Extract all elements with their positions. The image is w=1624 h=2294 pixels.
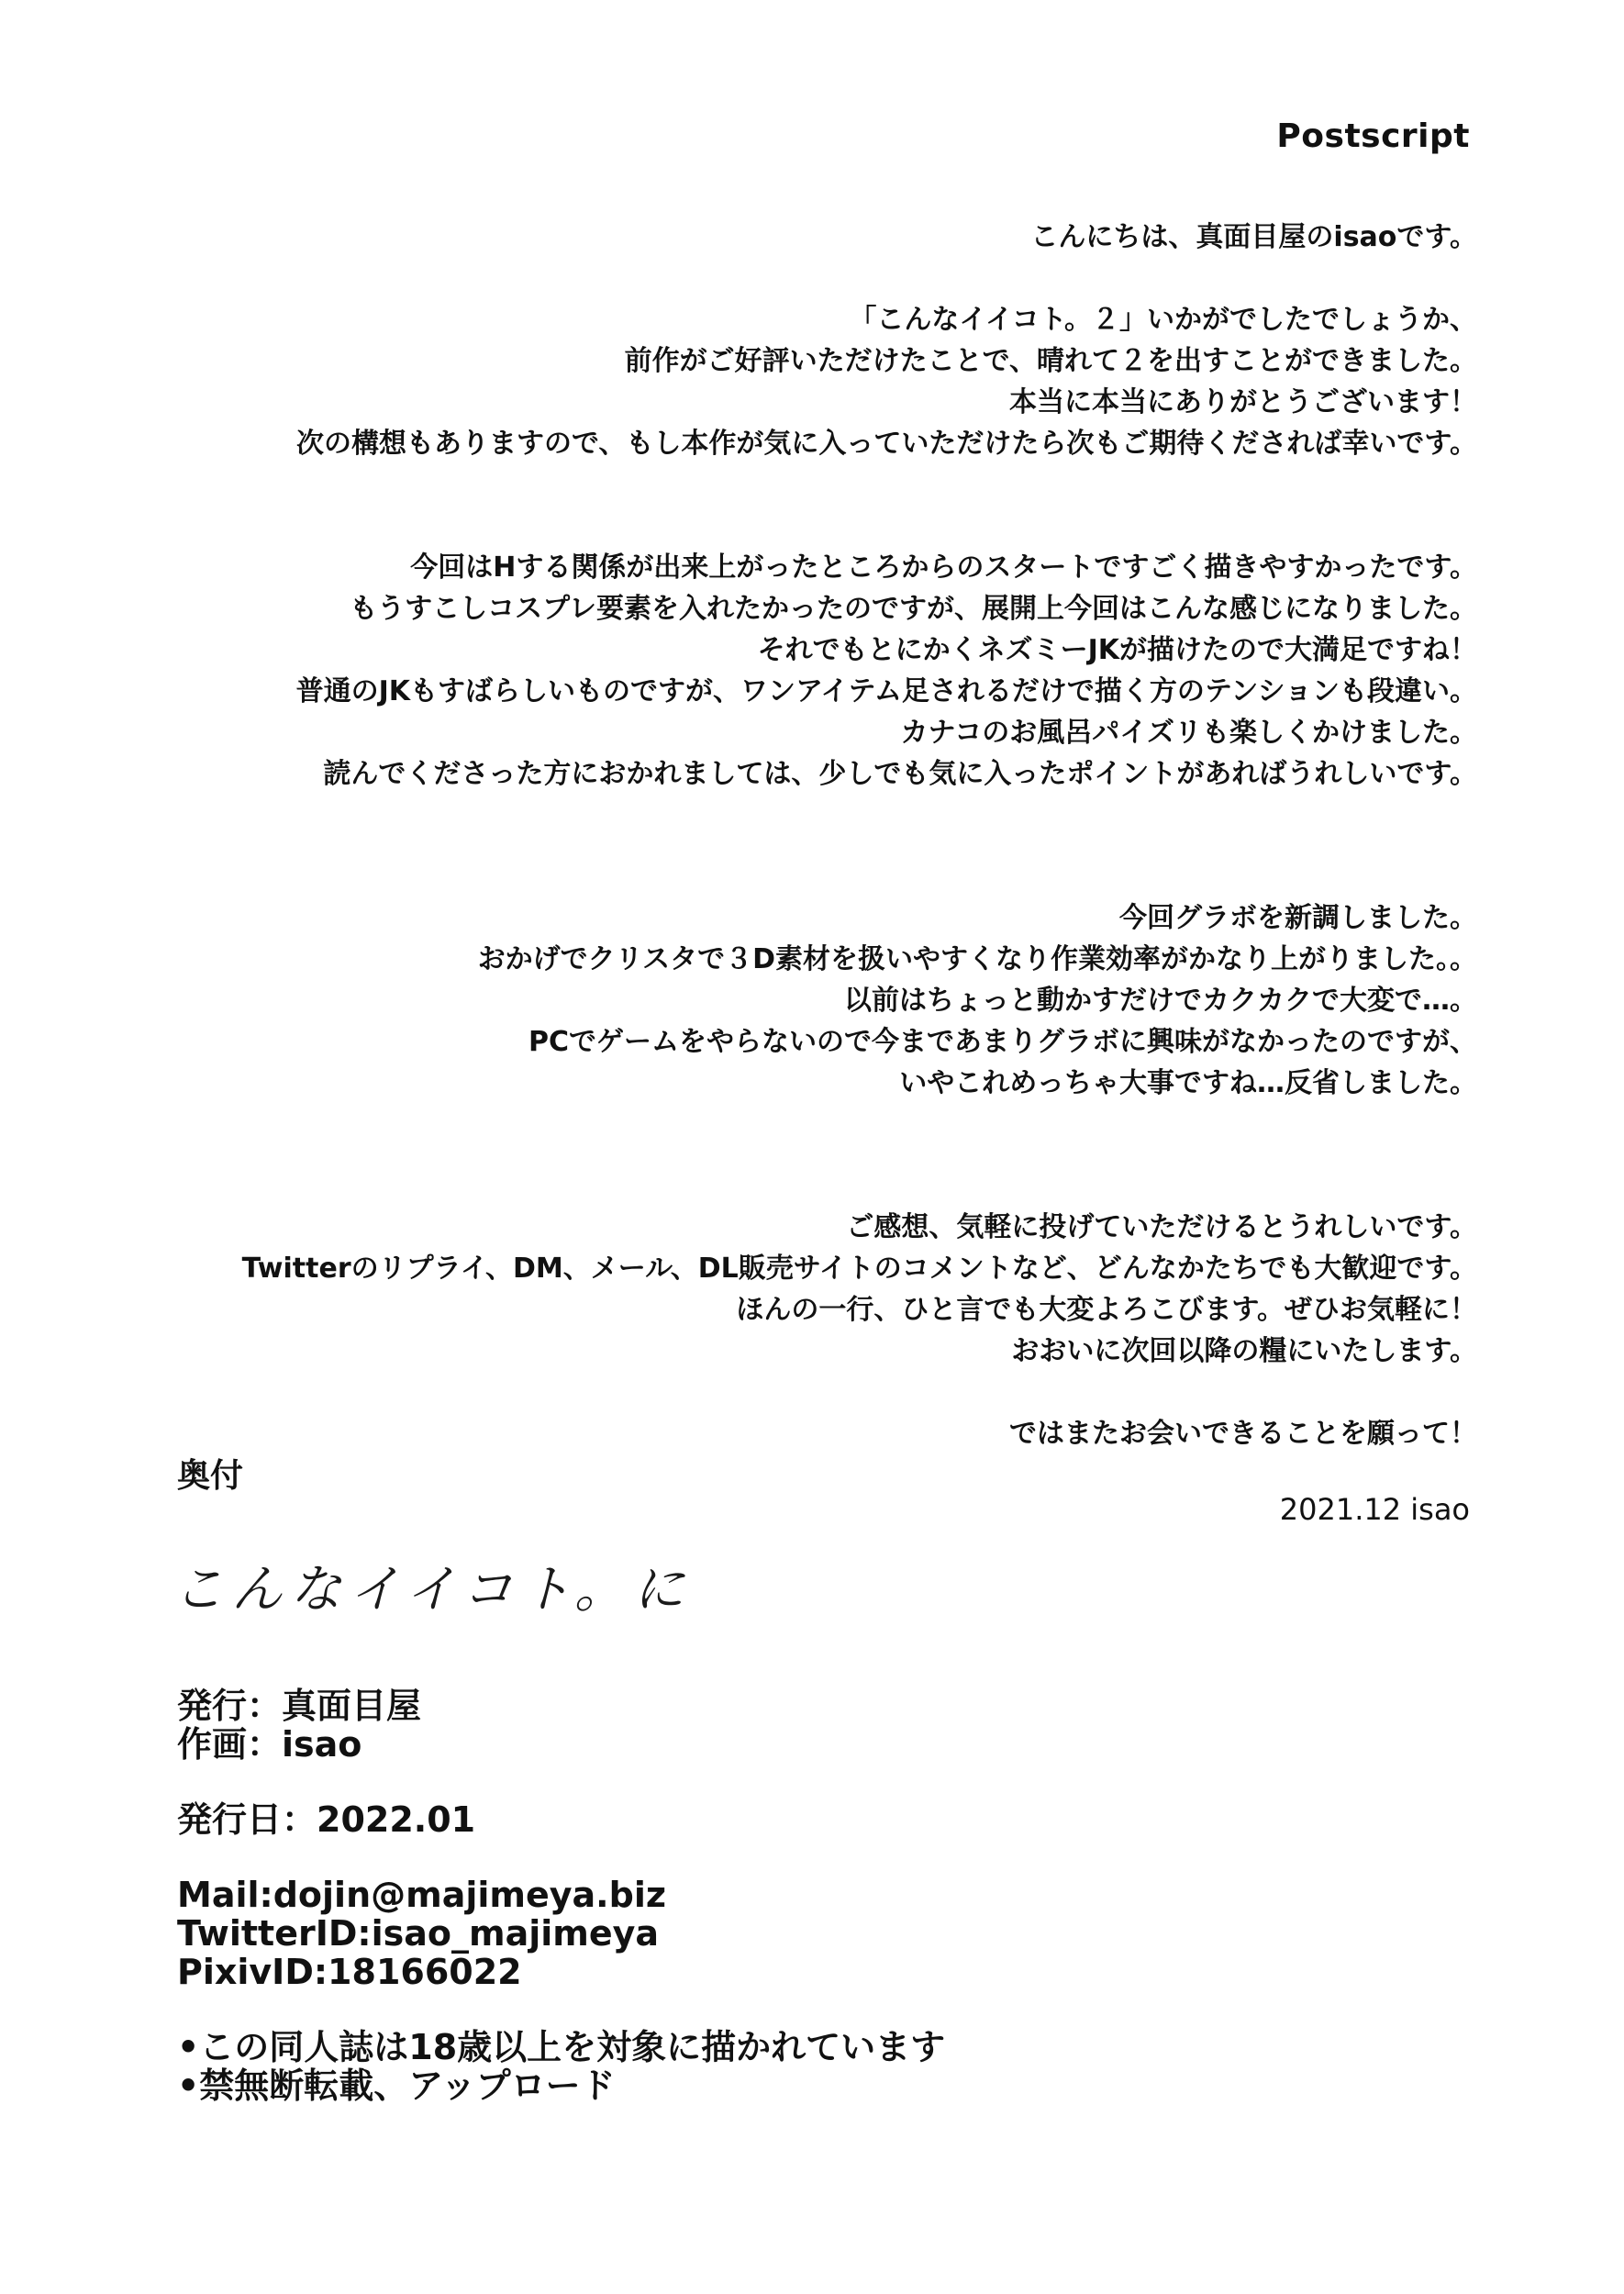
notice-age: •この同人誌は18歳以上を対象に描かれています (177, 2027, 946, 2067)
text-line: 今回グラボを新調しました。 (1119, 902, 1477, 934)
text-line: おおいに次回以降の糧にいたします。 (1011, 1335, 1477, 1367)
artist: 作画：isao (177, 1724, 362, 1765)
publish-date: 発行日：2022.01 (177, 1799, 476, 1840)
text-line: ほんの一行、ひと言でも大変よろこびます。ぜひお気軽に！ (736, 1294, 1477, 1326)
colophon-details (177, 1687, 1278, 2105)
text-line: おかげでクリスタで３D素材を扱いやすくなり作業効率がかなり上がりました。。 (477, 943, 1477, 975)
contact-twitter: TwitterID:isao_majimeya (177, 1913, 660, 1954)
text-line: いやこれめっちゃ大事ですね…反省しました。 (899, 1067, 1477, 1099)
text-line: ではまたお会いできることを願って！ (1009, 1418, 1477, 1450)
paragraph-feedback (156, 1207, 1477, 1372)
signature-date: 2021.12 isao (1279, 1492, 1470, 1527)
text-line: 「こんなイイコト。２」いかがでしたでしょうか、 (849, 304, 1477, 336)
paragraph-greeting (156, 217, 1477, 258)
text-line: こんにちは、真面目屋のisaoです。 (1030, 221, 1477, 253)
paragraph-closing (156, 1413, 1477, 1454)
contact-pixiv: PixivID:18166022 (177, 1952, 522, 1992)
paragraph-story (156, 547, 1477, 795)
text-line: それでもとにかくネズミーJKが描けたので大満足ですね！ (757, 634, 1477, 666)
text-line: 読んでくださった方におかれましては、少しでも気に入ったポイントがあればうれしいです。 (323, 758, 1477, 790)
text-line: Twitterのリプライ、DM、メール、DL販売サイトのコメントなど、どんなかたちでも大歓迎です。 (241, 1253, 1477, 1285)
text-line: もうすこしコスプレ要素を入れたかったのですが、展開上今回はこんな感じになりました。 (350, 593, 1477, 625)
postscript-heading: Postscript (1276, 117, 1470, 155)
text-line: カナコのお風呂パイズリも楽しくかけました。 (900, 717, 1477, 749)
text-line: PCでゲームをやらないので今まであまりグラボに興味がなかったのですが、 (528, 1026, 1477, 1058)
text-line: 前作がご好評いただけたことで、晴れて２を出すことができました。 (624, 345, 1477, 377)
text-line: 普通のJKもすばらしいものですが、ワンアイテム足されるだけで描く方のテンションも段違い。 (295, 675, 1477, 707)
notice-copyright: •禁無断転載、アップロード (177, 2066, 616, 2106)
text-line: 本当に本当にありがとうございます！ (1009, 386, 1477, 418)
colophon-label: 奥付 (177, 1457, 244, 1495)
text-line: 次の構想もありますので、もし本作が気に入っていただけたら次もご期待くだされば幸いです。 (296, 428, 1477, 460)
text-line: 以前はちょっと動かすだけでカクカクで大変で…。 (844, 985, 1477, 1017)
publisher: 発行：真面目屋 (177, 1686, 422, 1726)
paragraph-thanks (156, 299, 1477, 464)
text-line: ご感想、気軽に投げていただけるとうれしいです。 (846, 1211, 1477, 1243)
postscript-body (156, 217, 1477, 1454)
text-line: 今回はHする関係が出来上がったところからのスタートですごく描きやすかったです。 (410, 551, 1477, 584)
contact-mail: Mail:dojin@majimeya.biz (177, 1875, 666, 1915)
paragraph-gpu (156, 897, 1477, 1104)
title-logo: こんなイイコト。に (172, 1560, 692, 1620)
